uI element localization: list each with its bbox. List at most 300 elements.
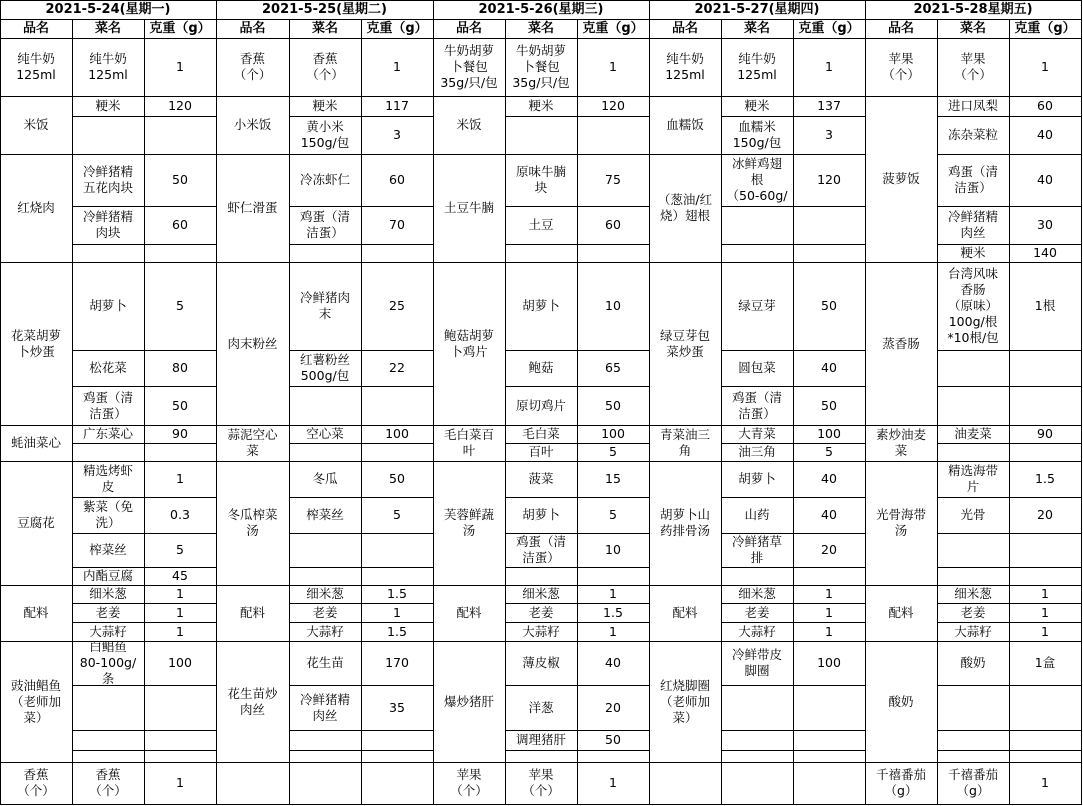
column-divider — [721, 19, 722, 39]
dish-name: 素炒油麦 菜 — [875, 427, 926, 458]
ingredient-weight: 50 — [605, 732, 621, 747]
ingredient-weight — [1009, 533, 1081, 567]
ingredient-weight: 40 — [1037, 127, 1053, 142]
dish-name: 蚝油菜心 — [10, 435, 61, 450]
ingredient-weight: 1 — [1041, 604, 1049, 620]
ingredient-name: 毛白菜 — [522, 426, 560, 441]
ingredient-name: 精选烤虾 皮 — [82, 463, 133, 494]
ingredient-name: 花生苗 — [306, 655, 344, 670]
column-divider — [505, 38, 506, 805]
ingredient-name: 细米葱 — [522, 586, 560, 601]
dish-name: 酸奶 — [888, 693, 914, 709]
ingredient-name: 细米葱 — [954, 586, 992, 601]
column-header: 品名 — [455, 20, 482, 36]
ingredient-weight: 35 — [389, 699, 405, 715]
ingredient-name: 血糯米 150g/包 — [732, 119, 782, 150]
ingredient-weight — [793, 206, 865, 244]
ingredient-name: 牛奶胡萝 卜餐包 35g/只/包 — [512, 43, 570, 90]
ingredient-weight: 40 — [821, 471, 837, 486]
ingredient-name: 薄皮椒 — [522, 655, 560, 670]
ingredient-weight: 1 — [1041, 623, 1049, 639]
ingredient-name: 老姜 — [744, 604, 770, 620]
ingredient-name: 冬瓜 — [312, 471, 338, 486]
ingredient-name: 老姜 — [95, 604, 121, 620]
ingredient-name — [72, 116, 144, 154]
ingredient-weight: 20 — [1037, 507, 1053, 522]
ingredient-weight — [577, 116, 649, 154]
ingredient-weight — [144, 244, 216, 262]
ingredient-name: 原切鸡片 — [515, 397, 566, 413]
dish-name: 纯牛奶 125ml — [665, 51, 705, 82]
ingredient-weight — [361, 750, 433, 762]
ingredient-weight — [361, 443, 433, 461]
ingredient-weight: 20 — [605, 699, 621, 715]
ingredient-name: 原味牛腩 块 — [515, 164, 566, 195]
ingredient-name: 紫菜（免 洗） — [82, 499, 133, 530]
ingredient-name: 细米葱 — [738, 586, 776, 601]
ingredient-weight: 1 — [1041, 59, 1049, 74]
dish-name: 米饭 — [23, 117, 49, 132]
ingredient-weight: 1 — [176, 604, 184, 620]
ingredient-weight — [577, 244, 649, 262]
ingredient-weight: 5 — [825, 444, 833, 459]
ingredient-weight — [793, 685, 865, 730]
dish-name: 蒸香肠 — [882, 335, 920, 351]
ingredient-name: 老姜 — [528, 604, 554, 620]
column-header: 克重（g） — [149, 20, 211, 36]
column-divider — [72, 19, 73, 39]
ingredient-name — [72, 685, 144, 730]
ingredient-name: 冷鲜猪精 肉丝 — [947, 209, 998, 240]
ingredient-name — [937, 350, 1009, 386]
column-divider — [1009, 19, 1010, 39]
dish-name: 香蕉 （个） — [233, 51, 272, 82]
ingredient-name — [289, 730, 361, 750]
ingredient-weight — [144, 116, 216, 154]
ingredient-weight: 140 — [1033, 245, 1057, 260]
ingredient-name — [721, 244, 793, 262]
ingredient-weight: 1 — [825, 623, 833, 639]
ingredient-weight: 1.5 — [603, 604, 623, 620]
ingredient-name: 鸡蛋（清 洁蛋） — [731, 389, 782, 421]
dish-name: 青菜油三 角 — [659, 427, 710, 458]
ingredient-weight: 50 — [821, 397, 837, 413]
ingredient-name: 大青菜 — [738, 426, 776, 441]
ingredient-weight — [793, 730, 865, 750]
column-divider — [937, 19, 938, 39]
ingredient-weight: 100 — [385, 426, 409, 441]
dish-name: 冬瓜榨菜 汤 — [227, 507, 278, 538]
ingredient-name: 酸奶 — [960, 655, 986, 670]
ingredient-weight: 5 — [609, 507, 617, 522]
column-divider — [577, 19, 578, 39]
ingredient-name: 冷鲜猪精 肉丝 — [299, 691, 350, 723]
ingredient-weight: 1 — [176, 586, 184, 601]
ingredient-weight: 1 — [393, 604, 401, 620]
dish-name: 香蕉 （个） — [17, 767, 55, 798]
ingredient-weight: 15 — [605, 471, 621, 486]
ingredient-name: 粳米 — [744, 98, 770, 113]
dish-name: 芙蓉鲜蔬 汤 — [443, 507, 494, 538]
column-divider — [289, 38, 290, 805]
ingredient-weight — [361, 244, 433, 262]
ingredient-name: 粳米 — [312, 98, 338, 113]
dish-name: 花生苗炒 肉丝 — [227, 685, 278, 717]
ingredient-name: 大蒜籽 — [954, 623, 992, 639]
ingredient-name: 苹果 （个） — [522, 767, 560, 798]
ingredient-weight: 100 — [817, 655, 841, 670]
ingredient-weight: 90 — [1037, 426, 1053, 441]
ingredient-weight: 45 — [172, 568, 188, 583]
ingredient-weight: 5 — [609, 444, 617, 459]
ingredient-weight: 60 — [605, 217, 621, 232]
ingredient-weight: 75 — [605, 172, 621, 187]
dish-name: 光骨海带 汤 — [875, 507, 926, 538]
ingredient-weight — [361, 386, 433, 425]
ingredient-weight: 1 — [825, 604, 833, 620]
ingredient-weight: 1 — [825, 586, 833, 601]
dish-name: 小米饭 — [233, 117, 272, 132]
ingredient-name: 油麦菜 — [954, 426, 992, 441]
ingredient-name: 老姜 — [960, 604, 986, 620]
ingredient-weight: 1 — [176, 471, 184, 486]
ingredient-weight: 1 — [176, 623, 184, 639]
ingredient-weight: 1 — [609, 59, 617, 74]
ingredient-weight: 0.3 — [170, 507, 190, 522]
ingredient-name: 大蒜籽 — [306, 623, 344, 639]
dish-name: 千禧番茄 （g） — [875, 767, 926, 798]
dish-name: 鲍菇胡萝 卜鸡片 — [443, 327, 494, 359]
ingredient-name: 精选海带 片 — [947, 463, 998, 494]
ingredient-name: 绿豆芽 — [738, 298, 776, 313]
ingredient-weight: 20 — [821, 542, 837, 557]
dish-name: 胡萝卜山 药排骨汤 — [659, 507, 710, 538]
column-divider — [793, 19, 794, 39]
ingredient-name — [721, 730, 793, 750]
ingredient-weight: 1 — [176, 775, 184, 790]
ingredient-weight: 1 — [609, 623, 617, 639]
ingredient-weight: 40 — [1037, 172, 1053, 187]
ingredient-weight: 120 — [168, 98, 192, 113]
ingredient-weight: 1 — [1041, 775, 1049, 790]
dish-name: 土豆牛腩 — [443, 200, 494, 215]
column-divider — [793, 38, 794, 805]
column-header: 品名 — [22, 20, 49, 36]
ingredient-name: 大蒜籽 — [522, 623, 560, 639]
dish-name: 配料 — [239, 605, 265, 620]
block-divider — [216, 804, 434, 805]
ingredient-weight — [577, 750, 649, 762]
dish-name: 蒜泥空心 菜 — [227, 427, 278, 458]
day-header-date: 2021-5-25(星期二) — [262, 1, 387, 17]
dish-name: 红烧肉 — [17, 200, 55, 215]
dish-name: 豆腐花 — [17, 515, 55, 530]
ingredient-name: 大蒜籽 — [89, 623, 127, 639]
ingredient-name: 冻杂菜粒 — [947, 127, 998, 142]
ingredient-name — [289, 750, 361, 762]
ingredient-name: 进口凤梨 — [947, 98, 998, 113]
dish-name: 牛奶胡萝 卜餐包 35g/只/包 — [440, 43, 498, 90]
dish-name — [216, 762, 289, 804]
ingredient-weight — [793, 567, 865, 585]
dish-name: 配料 — [23, 605, 49, 620]
ingredient-name: 香蕉 （个） — [306, 51, 344, 82]
ingredient-name: 苹果 （个） — [954, 51, 992, 82]
ingredient-name: 纯牛奶 125ml — [737, 51, 777, 82]
ingredient-weight: 70 — [389, 217, 405, 232]
ingredient-name: 胡萝卜 — [522, 298, 560, 313]
ingredient-name — [289, 567, 361, 585]
ingredient-weight: 1 — [176, 59, 184, 74]
ingredient-weight: 100 — [601, 426, 625, 441]
dish-name: 红烧脚圈 （老师加 菜） — [659, 677, 710, 725]
ingredient-name: 鲍菇 — [528, 360, 554, 375]
ingredient-weight — [793, 244, 865, 262]
ingredient-name — [937, 443, 1009, 461]
ingredient-weight — [793, 762, 865, 804]
ingredient-name: 鸡蛋（清 洁蛋） — [515, 534, 566, 565]
ingredient-weight: 1 — [393, 59, 401, 74]
ingredient-name: 榨菜丝 — [89, 542, 127, 557]
ingredient-name: 广东菜心 — [82, 426, 133, 441]
column-divider — [721, 38, 722, 805]
ingredient-name: 冰鲜鸡翅 根 （50-60g/ — [726, 156, 788, 203]
column-header: 克重（g） — [582, 20, 644, 36]
ingredient-name: 山药 — [744, 507, 770, 522]
ingredient-name: 洋葱 — [528, 699, 554, 715]
ingredient-weight: 3 — [393, 127, 401, 142]
column-header: 克重（g） — [798, 20, 860, 36]
dish-name: 豉油鲳鱼 （老师加 菜） — [10, 677, 61, 725]
ingredient-weight: 1.5 — [387, 623, 407, 639]
ingredient-name: 细米葱 — [306, 586, 344, 601]
column-divider — [505, 19, 506, 39]
dish-name: 米饭 — [456, 117, 482, 132]
dish-name: 花菜胡萝 卜炒蛋 — [10, 327, 61, 359]
ingredient-weight: 40 — [821, 507, 837, 522]
ingredient-name — [937, 386, 1009, 425]
ingredient-weight: 50 — [821, 298, 837, 313]
ingredient-name — [72, 730, 144, 750]
column-header: 品名 — [887, 20, 914, 36]
column-header: 菜名 — [959, 20, 986, 36]
day-header-date: 2021-5-24(星期一) — [45, 1, 171, 17]
ingredient-name — [72, 443, 144, 461]
column-header: 菜名 — [743, 20, 770, 36]
ingredient-name: 粳米 — [95, 98, 121, 113]
ingredient-weight: 5 — [393, 507, 401, 522]
ingredient-weight: 50 — [172, 397, 188, 413]
column-header: 品名 — [671, 20, 698, 36]
ingredient-name: 光骨 — [960, 507, 986, 522]
ingredient-name: 胡萝卜 — [522, 507, 560, 522]
ingredient-weight: 50 — [389, 471, 405, 486]
ingredient-weight: 137 — [817, 98, 841, 113]
ingredient-name: 冷鲜猪草 排 — [731, 534, 782, 565]
ingredient-weight: 80 — [172, 360, 188, 375]
ingredient-weight: 5 — [176, 298, 184, 313]
ingredient-name: 胡萝卜 — [89, 298, 127, 313]
column-header: 菜名 — [311, 20, 338, 36]
ingredient-name — [505, 244, 577, 262]
ingredient-weight: 5 — [176, 542, 184, 557]
ingredient-weight: 40 — [605, 655, 621, 670]
ingredient-name: 鸡蛋（清 洁蛋） — [299, 209, 350, 240]
ingredient-weight — [144, 443, 216, 461]
column-divider — [72, 38, 73, 805]
column-header: 克重（g） — [1014, 20, 1076, 36]
ingredient-name — [289, 244, 361, 262]
ingredient-weight — [361, 567, 433, 585]
ingredient-name: 冷鲜猪肉 末 — [299, 290, 350, 321]
ingredient-weight: 1 — [609, 775, 617, 790]
ingredient-name — [289, 443, 361, 461]
ingredient-weight — [577, 567, 649, 585]
ingredient-weight: 65 — [605, 360, 621, 375]
ingredient-name — [721, 685, 793, 730]
ingredient-weight: 50 — [605, 397, 621, 413]
ingredient-name: 黄小米 150g/包 — [300, 119, 350, 150]
ingredient-name: 白鲳鱼 80-100g/ 条 — [79, 641, 137, 685]
ingredient-weight: 3 — [825, 127, 833, 142]
column-divider — [144, 38, 145, 805]
ingredient-name: 冷鲜猪精 肉块 — [82, 209, 133, 240]
ingredient-weight — [361, 762, 433, 804]
ingredient-name — [72, 244, 144, 262]
block-divider — [649, 804, 866, 805]
ingredient-weight: 1 — [825, 59, 833, 74]
ingredient-name: 纯牛奶 125ml — [88, 51, 128, 82]
ingredient-weight — [1009, 443, 1081, 461]
ingredient-name: 油三角 — [738, 444, 776, 459]
ingredient-name: 鸡蛋（清 洁蛋） — [947, 164, 998, 195]
ingredient-weight: 22 — [389, 360, 405, 375]
ingredient-weight — [1009, 350, 1081, 386]
ingredient-weight: 170 — [385, 655, 409, 670]
ingredient-name — [505, 750, 577, 762]
ingredient-weight — [144, 685, 216, 730]
ingredient-name — [937, 533, 1009, 567]
column-divider — [361, 38, 362, 805]
ingredient-name: 内酯豆腐 — [82, 568, 133, 583]
ingredient-name — [937, 750, 1009, 762]
column-header: 品名 — [239, 20, 266, 36]
dish-name: 配料 — [456, 605, 482, 620]
column-header: 菜名 — [527, 20, 554, 36]
ingredient-name: 菠菜 — [528, 471, 554, 486]
dish-name: 血糯饭 — [666, 117, 704, 132]
ingredient-name: 冷冻虾仁 — [299, 172, 350, 187]
ingredient-weight: 1 — [609, 586, 617, 601]
dish-name: 苹果 （个） — [882, 51, 920, 82]
ingredient-weight: 50 — [172, 172, 188, 187]
ingredient-name — [721, 567, 793, 585]
column-divider — [289, 19, 290, 39]
ingredient-name: 香蕉 （个） — [89, 767, 127, 798]
ingredient-weight: 40 — [821, 360, 837, 375]
block-divider — [865, 804, 1082, 805]
ingredient-weight: 60 — [1037, 98, 1053, 113]
ingredient-name — [937, 567, 1009, 585]
ingredient-name — [721, 762, 793, 804]
ingredient-name: 调理猪肝 — [515, 732, 566, 747]
ingredient-name — [72, 750, 144, 762]
ingredient-weight: 10 — [605, 542, 621, 557]
ingredient-name: 百叶 — [528, 444, 554, 459]
column-divider — [144, 19, 145, 39]
ingredient-weight — [144, 730, 216, 750]
day-header-date: 2021-5-26(星期三) — [478, 1, 604, 17]
column-divider — [361, 19, 362, 39]
ingredient-name: 细米葱 — [89, 586, 127, 601]
ingredient-name — [505, 116, 577, 154]
ingredient-weight: 120 — [817, 172, 841, 187]
ingredient-name: 红薯粉丝 500g/包 — [299, 352, 350, 383]
ingredient-weight: 25 — [389, 298, 405, 313]
ingredient-name: 粳米 — [960, 245, 986, 260]
ingredient-name: 鸡蛋（清 洁蛋） — [82, 389, 133, 421]
column-divider — [1009, 38, 1010, 805]
ingredient-weight: 60 — [172, 217, 188, 232]
ingredient-weight — [1009, 750, 1081, 762]
dish-name: 虾仁滑蛋 — [227, 200, 278, 215]
ingredient-name: 台湾风味 香肠 （原味） 100g/根 *10根/包 — [947, 266, 999, 345]
ingredient-name — [937, 730, 1009, 750]
block-divider — [0, 804, 217, 805]
ingredient-weight — [793, 750, 865, 762]
ingredient-weight: 90 — [172, 426, 188, 441]
dish-name: 配料 — [672, 605, 698, 620]
ingredient-weight — [361, 730, 433, 750]
dish-name: 配料 — [888, 605, 914, 620]
ingredient-weight — [1009, 567, 1081, 585]
column-header: 菜名 — [94, 20, 121, 36]
ingredient-name — [289, 533, 361, 567]
dish-name: 绿豆芽包 菜炒蛋 — [659, 327, 710, 359]
ingredient-name: 千禧番茄 （g） — [947, 767, 998, 798]
column-divider — [937, 38, 938, 805]
ingredient-weight: 1.5 — [387, 586, 407, 601]
ingredient-name: 松花菜 — [89, 360, 127, 375]
ingredient-name — [289, 762, 361, 804]
ingredient-weight — [361, 533, 433, 567]
dish-name: 苹果 （个） — [450, 767, 488, 798]
ingredient-name: 粳米 — [528, 98, 554, 113]
dish-name: 爆炒猪肝 — [443, 693, 494, 709]
ingredient-name: 空心菜 — [306, 426, 344, 441]
dish-name: 纯牛奶 125ml — [16, 51, 56, 82]
ingredient-name: 土豆 — [528, 217, 554, 232]
ingredient-name: 圆包菜 — [738, 360, 776, 375]
dish-name: 毛白菜百 叶 — [443, 427, 494, 458]
ingredient-name — [289, 386, 361, 425]
ingredient-weight: 100 — [817, 426, 841, 441]
day-header-date: 2021-5-27(星期四) — [694, 1, 820, 17]
ingredient-weight: 30 — [1037, 217, 1053, 232]
column-header: 克重（g） — [366, 20, 428, 36]
ingredient-name — [721, 206, 793, 244]
ingredient-name — [505, 567, 577, 585]
column-divider — [577, 38, 578, 805]
block-divider — [433, 804, 650, 805]
ingredient-weight: 1盒 — [1034, 655, 1056, 670]
ingredient-weight — [1009, 386, 1081, 425]
ingredient-name: 榨菜丝 — [306, 507, 344, 522]
day-header-date: 2021-5-28星期五) — [913, 1, 1033, 17]
ingredient-weight: 10 — [605, 298, 621, 313]
ingredient-weight — [1009, 730, 1081, 750]
ingredient-weight: 1 — [1041, 586, 1049, 601]
